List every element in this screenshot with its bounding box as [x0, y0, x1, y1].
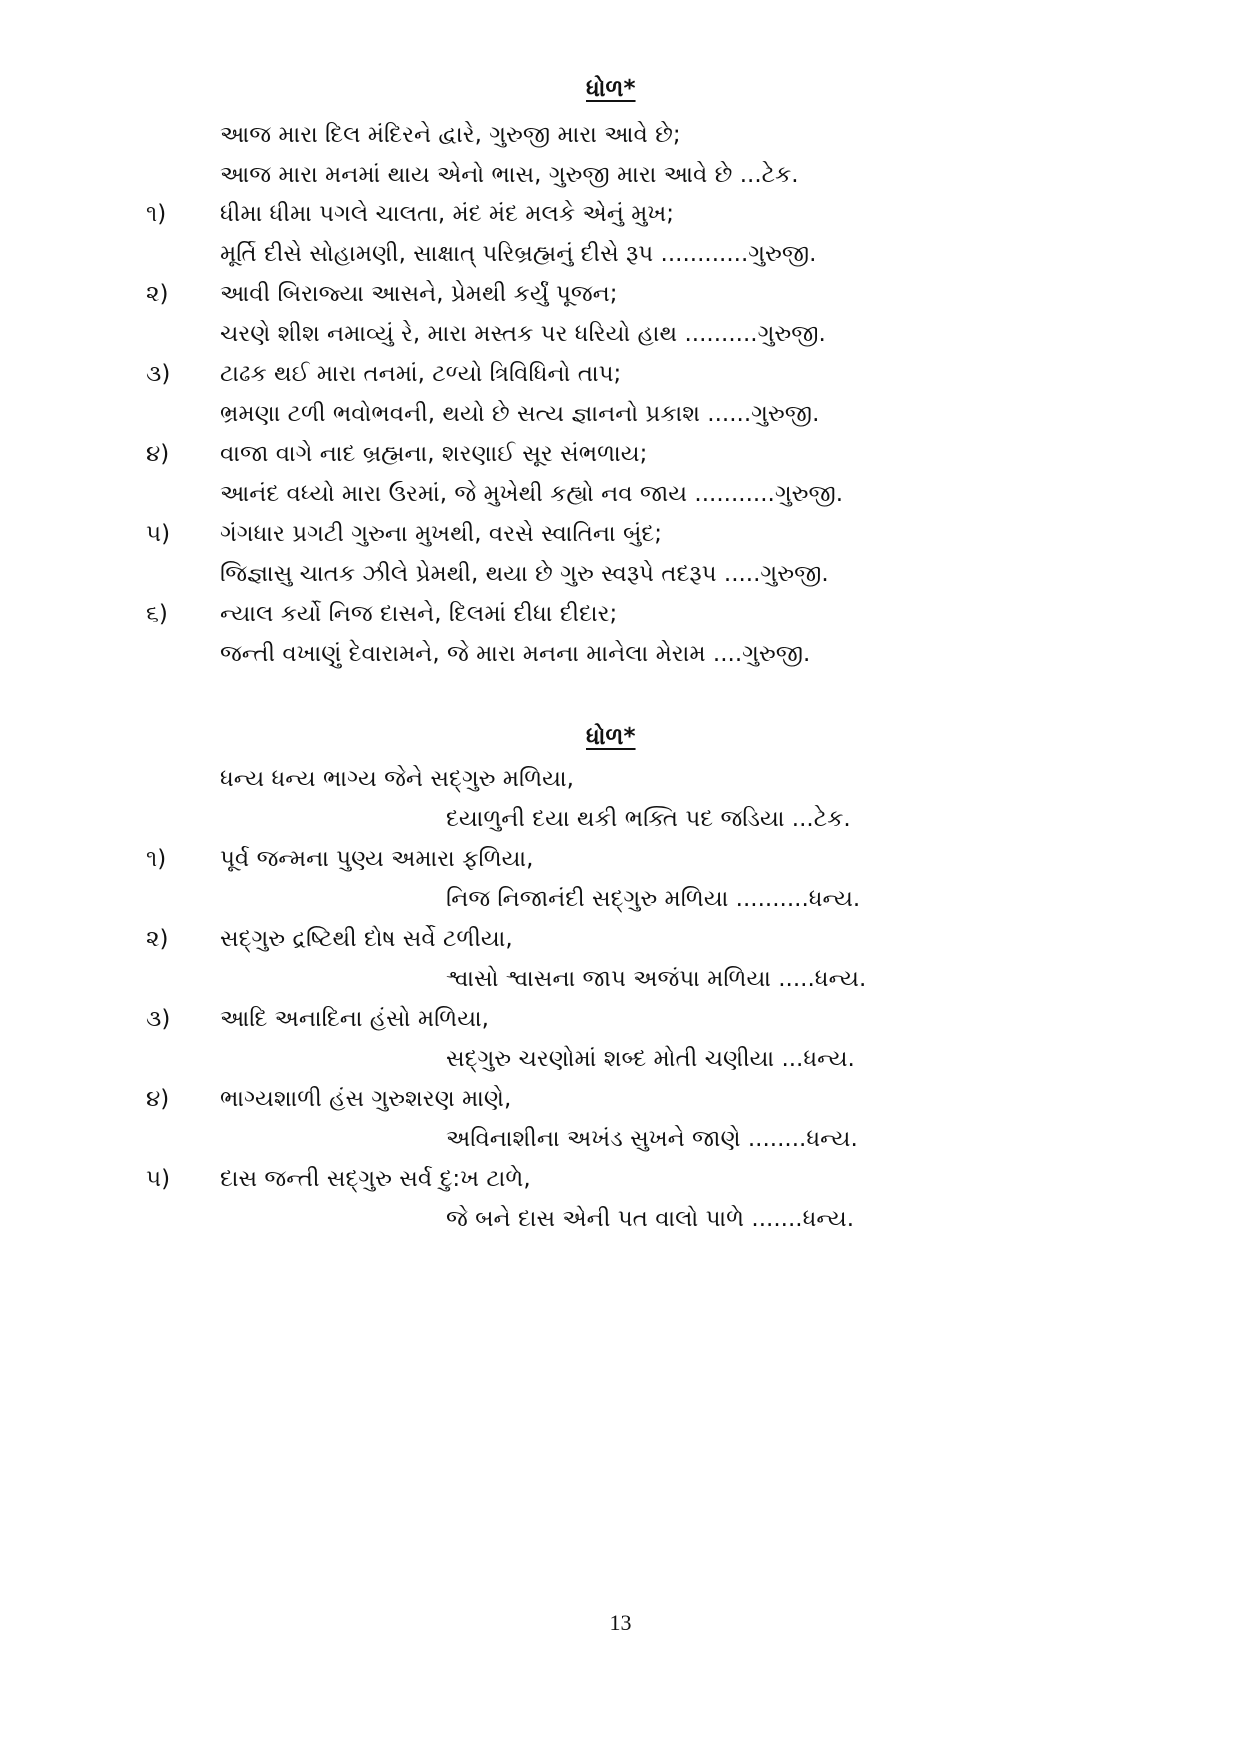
- section-1-verse-2-number: ૨): [146, 281, 169, 307]
- section-2-verse-3-number: ૩): [146, 1006, 171, 1032]
- section-2-verse-2-line-2: શ્વાસો શ્વાસના જાપ અજંપા મળિયા .....ધન્ય.: [446, 966, 867, 992]
- section-1-verse-3-number: ૩): [146, 361, 171, 387]
- section-1-title: ધોળ*: [586, 76, 636, 102]
- section-1-verse-4-line-2: આનંદ વધ્યો મારા ઉરમાં, જે મુખેથી કહ્યો નવ જાય ...........ગુરુજી.: [220, 481, 844, 507]
- section-2-verse-5-line-1: દાસ જન્તી સદ્ગુરુ સર્વ દુ:ખ ટાળે,: [220, 1166, 531, 1192]
- section-2-verse-3-line-2: સદ્ગુરુ ચરણોમાં શબ્દ મોતી ચણીયા ...ધન્ય.: [446, 1046, 855, 1072]
- section-1-verse-1-line-1: ધીમા ધીમા પગલે ચાલતા, મંદ મંદ મલકે એનું મુખ;: [220, 201, 675, 227]
- section-2-opening-line-2: દયાળુની દયા થકી ભક્તિ પદ જડિયા ...ટેક.: [446, 806, 851, 832]
- section-2-verse-4-number: ૪): [146, 1086, 170, 1112]
- section-1-verse-5-line-2: જિજ્ઞાસુ ચાતક ઝીલે પ્રેમથી, થયા છે ગુરુ સ્વરૂપે તદરૂપ .....ગુરુજી.: [220, 561, 829, 587]
- page-number: 13: [609, 1610, 632, 1635]
- section-2-verse-2-number: ૨): [146, 926, 169, 952]
- section-1-verse-5-line-1: ગંગધાર પ્રગટી ગુરુના મુખથી, વરસે સ્વાતિના બુંદ;: [220, 521, 663, 547]
- section-2-verse-4-line-1: ભાગ્યશાળી હંસ ગુરુશરણ માણે,: [220, 1086, 512, 1112]
- section-1-verse-1-number: ૧): [146, 201, 167, 227]
- section-1-verse-6-line-2: જન્તી વખાણું દેવારામને, જે મારા મનના માનેલા મેરામ ....ગુરુજી.: [220, 641, 811, 667]
- section-2-verse-5-line-2: જે બને દાસ એની પત વાલો પાળે .......ધન્ય.: [446, 1206, 855, 1232]
- section-2-title: ધોળ*: [586, 724, 636, 750]
- section-2-verse-1-line-1: પૂર્વ જન્મના પુણ્ય અમારા ફળિયા,: [220, 846, 534, 872]
- section-1-verse-3-line-2: ભ્રમણા ટળી ભવોભવની, થયો છે સત્ય જ્ઞાનનો પ્રકાશ ......ગુરુજી.: [220, 401, 820, 427]
- section-2-verse-1-line-2: નિજ નિજાનંદી સદ્ગુરુ મળિયા ..........ધન્ય.: [446, 886, 861, 912]
- section-2-opening-line-1: ધન્ય ધન્ય ભાગ્ય જેને સદ્ગુરુ મળિયા,: [220, 766, 574, 792]
- section-2-verse-3-line-1: આદિ અનાદિના હંસો મળિયા,: [220, 1006, 489, 1032]
- section-2-verse-2-line-1: સદ્ગુરુ દ્રષ્ટિથી દોષ સર્વે ટળીયા,: [220, 926, 513, 952]
- section-1-verse-6-line-1: ન્યાલ કર્યો નિજ દાસને, દિલમાં દીધા દીદાર;: [220, 601, 618, 627]
- section-1-verse-4-number: ૪): [146, 441, 170, 467]
- section-1-verse-4-line-1: વાજા વાગે નાદ બ્રહ્મના, શરણાઈ સૂર સંભળાય;: [220, 441, 648, 467]
- section-1-verse-3-line-1: ટાઢક થઈ મારા તનમાં, ટળ્યો ત્રિવિધિનો તાપ;: [220, 361, 622, 387]
- section-2-verse-1-number: ૧): [146, 846, 167, 872]
- section-2-verse-5-number: ૫): [146, 1166, 171, 1192]
- section-1-verse-5-number: ૫): [146, 521, 171, 547]
- section-1-verse-2-line-2: ચરણે શીશ નમાવ્યું રે, મારા મસ્તક પર ધરિયો હાથ ..........ગુરુજી.: [220, 321, 826, 347]
- section-1-verse-6-number: ૬): [146, 601, 168, 627]
- section-1-verse-2-line-1: આવી બિરાજ્યા આસને, પ્રેમથી કર્યું પૂજન;: [220, 281, 618, 307]
- section-1-opening-line-1: આજ મારા દિલ મંદિરને દ્વારે, ગુરુજી મારા આવે છે;: [220, 122, 681, 148]
- section-1-verse-1-line-2: મૂર્તિ દીસે સોહામણી, સાક્ષાત્ પરિબ્રહ્મનું દીસે રૂપ ............ગુરુજી.: [220, 241, 817, 267]
- section-2-verse-4-line-2: અવિનાશીના અખંડ સુખને જાણે ........ધન્ય.: [446, 1126, 858, 1152]
- section-1-opening-line-2: આજ મારા મનમાં થાય એનો ભાસ, ગુરુજી મારા આવે છે ...ટેક.: [220, 162, 799, 188]
